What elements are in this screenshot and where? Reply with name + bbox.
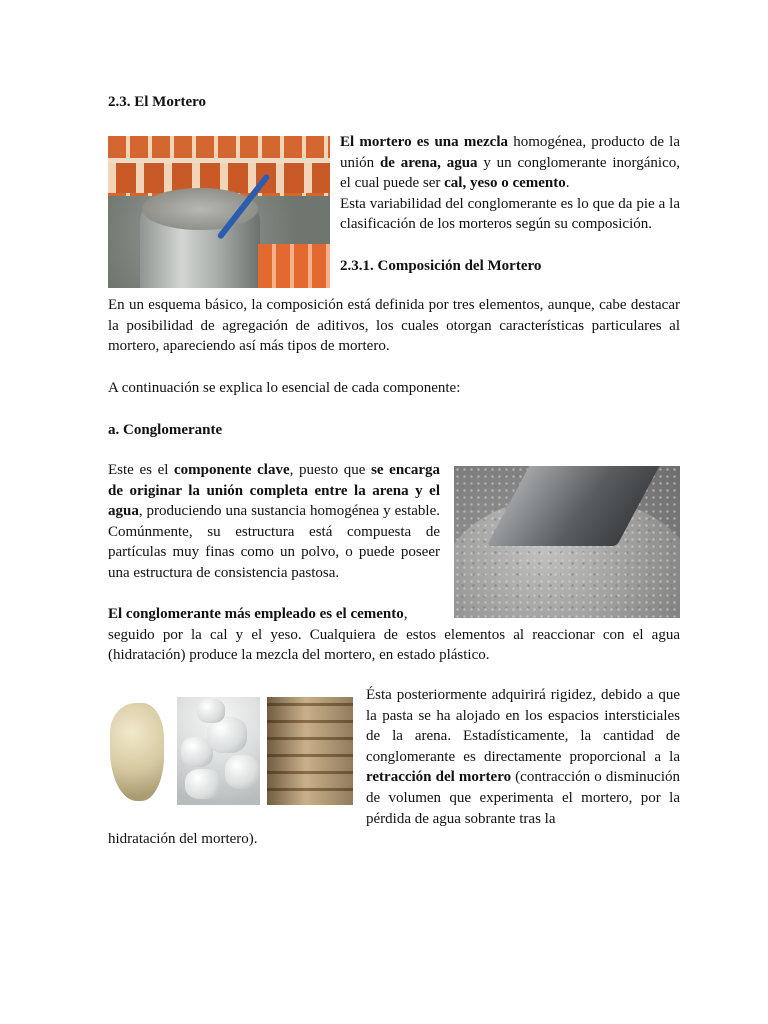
cement-powder-image [454,466,680,618]
gypsum-crystals-image [177,697,260,805]
section-title: 2.3. El Mortero [108,94,207,110]
mortar-bucket-image [108,136,330,288]
lime-rock-image [108,697,166,805]
conglomerante-paragraph-2: El conglomerante más empleado es el cemento, seguido por la cal y el yeso. Cualquiera de estos elementos al reaccionar con el agua (hidratación) produce la mezcla del mortero, en estado plástico. [108,606,680,664]
conglomerante-paragraph-3: Ésta posteriormente adquirirá rigidez, debido a que la pasta se ha alojado en los espacios intersticiales de la arena. Estadísticamente, la cantidad de conglomerante es directamente proporcional a la retracción del mortero (contracción o disminución de volumen que experimenta el mortero, por la pérdida de agua sobrante tras la [366,687,680,827]
components-intro: A continuación se explica lo esencial de cada componente: [108,380,461,396]
conglomerante-paragraph-1: Este es el componente clave, puesto que se encarga de originar la unión completa entre la arena y el agua, produciendo una sustancia homogénea y estable. Comúnmente, su estructura está compuesta de partículas muy finas como un polvo, o puede poseer una estructura de consistencia pastosa. [108,462,440,581]
composition-paragraph: En un esquema básico, la composición está definida por tres elementos, aunque, cabe destacar la posibilidad de agregación de aditivos, los cuales otorgan características particulares al mortero, apareciendo así más tipos de mortero. [108,297,680,355]
conglomerante-paragraph-3-end: hidratación del mortero). [108,831,258,847]
intro-paragraph-2: Esta variabilidad del conglomerante es lo que da pie a la clasificación de los morteros según su composición. [340,195,680,233]
intro-paragraph: El mortero es una mezcla homogénea, producto de la unión de arena, agua y un conglomerante inorgánico, el cual puede ser cal, yeso o cemento. Esta variabilidad del conglomerante es lo que da pie a la clasificación de los morteros según su composición. [340,132,680,235]
cement-bags-image [267,697,353,805]
conglomerante-heading: a. Conglomerante [108,422,223,438]
subsection-title: 2.3.1. Composición del Mortero [340,258,542,274]
